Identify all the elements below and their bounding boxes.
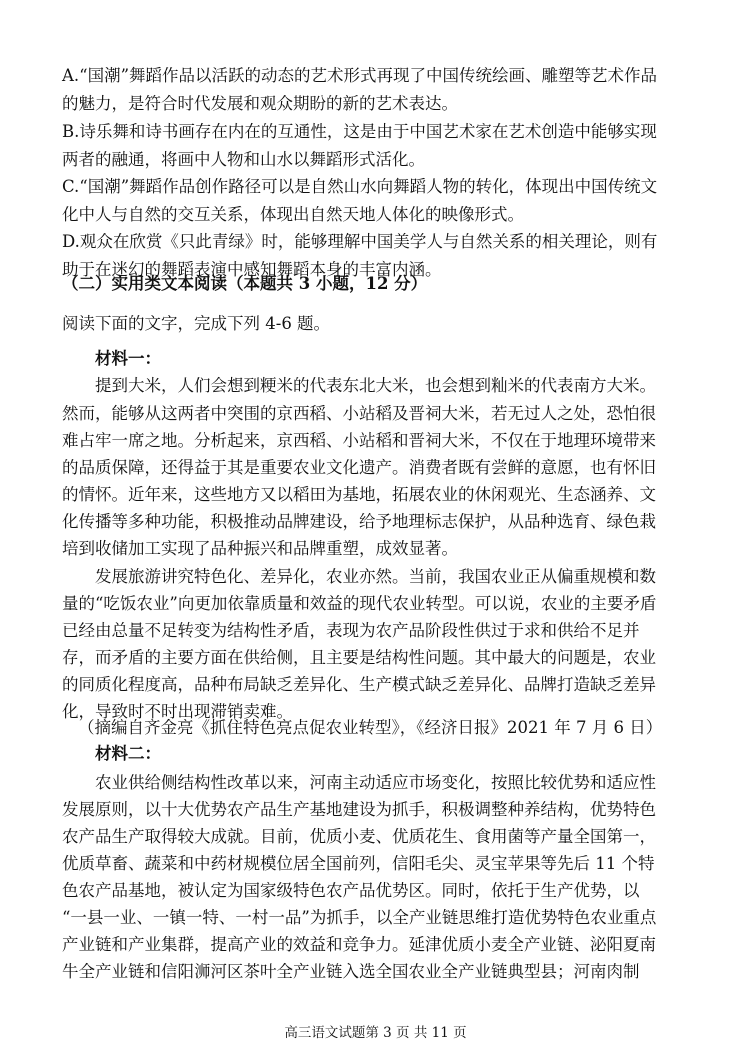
- option-c-line-1: C.“国潮”舞蹈作品创作路径可以是自然山水向舞蹈人物的转化，体现出中国传统文: [62, 177, 658, 196]
- option-a-line-2: 的魅力，是符合时代发展和观众期盼的新的艺术表达。: [62, 94, 458, 113]
- section-instruction: 阅读下面的文字，完成下列 4-6 题。: [62, 314, 331, 333]
- material-one-label: 材料一：: [95, 349, 161, 368]
- option-d-line-1: D.观众在欣赏《只此青绿》时，能够理解中国美学人与自然关系的相关理论，则有: [62, 232, 658, 251]
- material-two-paragraph-line: 色农产品基地，被认定为国家级特色农产品优势区。同时，依托于生产优势，以: [62, 881, 640, 900]
- material-one-paragraph-2-line: 量的“吃饭农业”向更加依靠质量和效益的现代农业转型。可以说，农业的主要矛盾: [62, 594, 657, 613]
- option-d-line-2: 助于在迷幻的舞蹈表演中感知舞蹈本身的丰富内涵。: [62, 260, 442, 279]
- material-two-label: 材料二：: [95, 744, 161, 763]
- material-two-paragraph-line: 发展原则，以十大优势农产品生产基地建设为抓手，积极调整种养结构，优势特色: [62, 800, 656, 819]
- material-two-paragraph-line: “一县一业、一镇一特、一村一品”为抓手，以全产业链思维打造优势特色农业重点: [62, 908, 657, 927]
- material-one-paragraph-1-line: 难占牢一席之地。分析起来，京西稻、小站稻和晋祠大米，不仅在于地理环境带来: [62, 431, 656, 450]
- material-two-paragraph-line: 优质草畜、蔬菜和中药材规模位居全国前列，信阳毛尖、灵宝苹果等先后 11 个特: [62, 854, 655, 873]
- material-one-paragraph-1-line: 化传播等多种功能，积极推动品牌建设，给予地理标志保护，从品种选育、绿色栽: [62, 512, 656, 531]
- material-two-paragraph-line: 农产品生产取得较大成就。目前，优质小麦、优质花生、食用菌等产量全国第一，: [62, 827, 656, 846]
- page-footer: 高三语文试题第 3 页 共 11 页: [284, 1025, 467, 1041]
- material-one-paragraph-2-line: 化，导致时不时出现滞销卖难。: [62, 702, 293, 721]
- option-b-line-2: 两者的融通，将画中人物和山水以舞蹈形式活化。: [62, 150, 425, 169]
- option-b-line-1: B.诗乐舞和诗书画存在内在的互通性，这是由于中国艺术家在艺术创造中能够实现: [62, 122, 657, 141]
- section-heading: （二）实用类文本阅读（本题共 3 小题，12 分）: [62, 274, 428, 293]
- option-a-line-1: A.“国潮”舞蹈作品以活跃的动态的艺术形式再现了中国传统绘画、雕塑等艺术作品: [62, 66, 658, 85]
- option-c-line-2: 化中人与自然的交互关系，体现出自然天地人体化的映像形式。: [62, 205, 524, 224]
- material-one-paragraph-1-line: 的品质保障，还得益于其是重要农业文化遗产。消费者既有尝鲜的意愿，也有怀旧: [62, 458, 656, 477]
- material-two-paragraph-line: 农业供给侧结构性改革以来，河南主动适应市场变化，按照比较优势和适应性: [95, 773, 656, 792]
- material-one-paragraph-1-line: 的情怀。近年来，这些地方又以稻田为基地，拓展农业的休闲观光、生态涵养、文: [62, 485, 656, 504]
- material-one-paragraph-1-line: 培到收储加工实现了品种振兴和品牌重塑，成效显著。: [62, 539, 458, 558]
- material-one-paragraph-1-line: 提到大米，人们会想到粳米的代表东北大米，也会想到籼米的代表南方大米。: [95, 376, 656, 395]
- material-two-paragraph-line: 牛全产业链和信阳浉河区茶叶全产业链入选全国农业全产业链典型县；河南肉制: [62, 962, 640, 981]
- material-one-paragraph-2-line: 的同质化程度高，品种布局缺乏差异化、生产模式缺乏差异化、品牌打造缺乏差异: [62, 675, 656, 694]
- material-two-paragraph-line: 产业链和产业集群，提高产业的效益和竞争力。延津优质小麦全产业链、泌阳夏南: [62, 935, 656, 954]
- material-one-paragraph-2-line: 发展旅游讲究特色化、差异化，农业亦然。当前，我国农业正从偏重规模和数: [95, 567, 656, 586]
- material-one-paragraph-2-line: 存，而矛盾的主要方面在供给侧，且主要是结构性问题。其中最大的问题是，农业: [62, 648, 656, 667]
- material-one-source: （摘编自齐金亮《抓住特色亮点促农业转型》，《经济日报》2021 年 7 月 6 日）: [78, 718, 663, 737]
- material-one-paragraph-2-line: 已经由总量不足转变为结构性矛盾，表现为农产品阶段性供过于求和供给不足并: [62, 621, 640, 640]
- material-one-paragraph-1-line: 然而，能够从这两者中突围的京西稻、小站稻及晋祠大米，若无过人之处，恐怕很: [62, 404, 656, 423]
